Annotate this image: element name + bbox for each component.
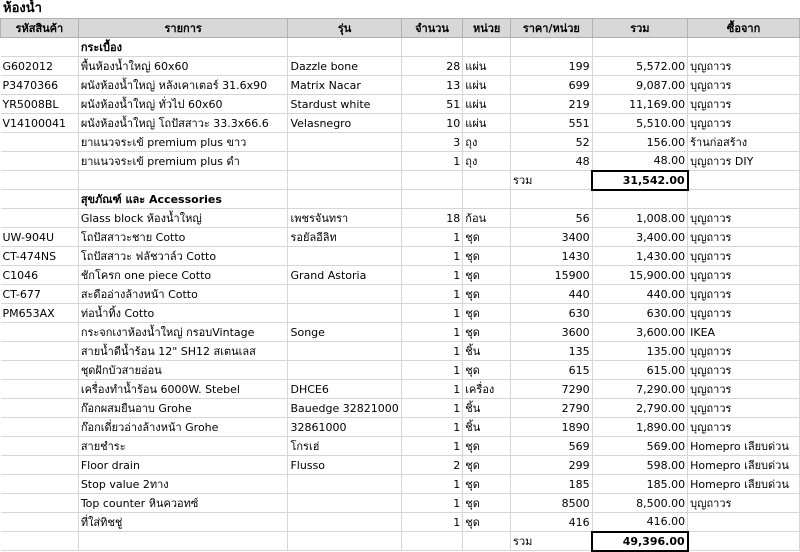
- cell-code[interactable]: [1, 399, 79, 418]
- cell-model[interactable]: Songe: [288, 323, 401, 342]
- cell-qty[interactable]: 1: [401, 304, 463, 323]
- cell-code[interactable]: UW-904U: [1, 228, 79, 247]
- cell-vendor[interactable]: Homepro เลียบด่วน: [688, 475, 800, 494]
- cell-model[interactable]: รอยัลอีลิท: [288, 228, 401, 247]
- cell-qty[interactable]: 51: [401, 95, 463, 114]
- column-header-model[interactable]: รุ่น: [288, 19, 401, 38]
- column-header-qty[interactable]: จำนวน: [401, 19, 463, 38]
- cell-item[interactable]: สายน้ำดีน้ำร้อน 12" SH12 สเตนเลส: [78, 342, 288, 361]
- cell-unit[interactable]: ชุด: [463, 304, 511, 323]
- cell-item[interactable]: สุขภัณฑ์ และ Accessories: [78, 190, 288, 209]
- cell-price[interactable]: 299: [511, 456, 593, 475]
- cell-item[interactable]: ก๊อกเดี่ยวอ่างล้างหน้า Grohe: [78, 418, 288, 437]
- cell-code[interactable]: [1, 171, 79, 190]
- column-header-vendor[interactable]: ซื้อจาก: [688, 19, 800, 38]
- cell-model[interactable]: [288, 38, 401, 57]
- cell-vendor[interactable]: ร้านก่อสร้าง: [688, 133, 800, 152]
- cell-unit[interactable]: ชุด: [463, 513, 511, 532]
- cell-price[interactable]: 569: [511, 437, 593, 456]
- table-row: [1, 209, 800, 228]
- cell-code[interactable]: [1, 494, 79, 513]
- cell-model[interactable]: [288, 247, 401, 266]
- cell-amount[interactable]: 8,500.00: [592, 494, 687, 513]
- cell-price[interactable]: 1430: [511, 247, 593, 266]
- cell-model[interactable]: Flusso: [288, 456, 401, 475]
- cell-code[interactable]: G602012: [1, 57, 79, 76]
- cell-code[interactable]: [1, 418, 79, 437]
- cell-code[interactable]: [1, 513, 79, 532]
- cell-unit[interactable]: แผ่น: [463, 95, 511, 114]
- cell-item[interactable]: ชักโครก one piece Cotto: [78, 266, 288, 285]
- cell-unit[interactable]: ชุด: [463, 437, 511, 456]
- cell-code[interactable]: [1, 152, 79, 171]
- cell-code[interactable]: P3470366: [1, 76, 79, 95]
- table-row: [1, 76, 800, 95]
- cell-price[interactable]: 2790: [511, 399, 593, 418]
- cell-item[interactable]: โถปัสสาวะชาย Cotto: [78, 228, 288, 247]
- cell-price[interactable]: 1890: [511, 418, 593, 437]
- table-row: [1, 475, 800, 494]
- cell-vendor[interactable]: [688, 532, 800, 551]
- cell-vendor[interactable]: บุญถาวร: [688, 418, 800, 437]
- cell-item[interactable]: Glass block ห้องน้ำใหญ่: [78, 209, 288, 228]
- cell-model[interactable]: [288, 304, 401, 323]
- cell-item[interactable]: Stop value 2ทาง: [78, 475, 288, 494]
- cell-item[interactable]: ก๊อกผสมยืนอาบ Grohe: [78, 399, 288, 418]
- cell-item[interactable]: สายชำระ: [78, 437, 288, 456]
- cell-vendor[interactable]: บุญถาวร: [688, 95, 800, 114]
- cell-unit[interactable]: [463, 38, 511, 57]
- cell-model[interactable]: [288, 494, 401, 513]
- table-row: [1, 380, 800, 399]
- table-row: [1, 228, 800, 247]
- cell-amount[interactable]: 5,510.00: [592, 114, 687, 133]
- cell-unit[interactable]: ชิ้น: [463, 399, 511, 418]
- cell-item[interactable]: ผนังห้องน้ำใหญ่ ทั่วไป 60x60: [78, 95, 288, 114]
- cell-model[interactable]: [288, 532, 401, 551]
- column-header-price[interactable]: ราคา/หน่วย: [511, 19, 593, 38]
- table-row: [1, 494, 800, 513]
- cell-item[interactable]: โถปัสสาวะ ฟลัชวาล์ว Cotto: [78, 247, 288, 266]
- cell-vendor[interactable]: บุญถาวร: [688, 342, 800, 361]
- cell-vendor[interactable]: บุญถาวร: [688, 266, 800, 285]
- cell-amount[interactable]: [592, 38, 687, 57]
- cell-model[interactable]: [288, 152, 401, 171]
- cell-code[interactable]: [1, 190, 79, 209]
- cell-amount[interactable]: 156.00: [592, 133, 687, 152]
- table-row: [1, 323, 800, 342]
- cell-vendor[interactable]: [688, 171, 800, 190]
- cell-code[interactable]: PM653AX: [1, 304, 79, 323]
- cell-model[interactable]: Stardust white: [288, 95, 401, 114]
- cell-amount[interactable]: 49,396.00: [592, 532, 687, 551]
- cell-unit[interactable]: [463, 171, 511, 190]
- cell-vendor[interactable]: Homepro เลียบด่วน: [688, 456, 800, 475]
- cell-unit[interactable]: ชิ้น: [463, 342, 511, 361]
- cell-price[interactable]: รวม: [511, 532, 593, 551]
- cell-item[interactable]: ยาแนวจระเข้ premium plus ดำ: [78, 152, 288, 171]
- cell-vendor[interactable]: บุญถาวร: [688, 57, 800, 76]
- cell-unit[interactable]: ชุด: [463, 266, 511, 285]
- cell-code[interactable]: [1, 532, 79, 551]
- cell-amount[interactable]: 7,290.00: [592, 380, 687, 399]
- table-row: [1, 266, 800, 285]
- cell-price[interactable]: 48: [511, 152, 593, 171]
- cell-amount[interactable]: 31,542.00: [592, 171, 687, 190]
- cell-price[interactable]: 3600: [511, 323, 593, 342]
- table-row: [1, 57, 800, 76]
- cell-item[interactable]: Top counter หินควอทซ์: [78, 494, 288, 513]
- cell-amount[interactable]: [592, 190, 687, 209]
- cell-model[interactable]: [288, 361, 401, 380]
- cell-price[interactable]: 699: [511, 76, 593, 95]
- cell-unit[interactable]: แผ่น: [463, 76, 511, 95]
- cell-vendor[interactable]: บุญถาวร: [688, 209, 800, 228]
- cell-model[interactable]: [288, 171, 401, 190]
- cell-item[interactable]: ยาแนวจระเข้ premium plus ขาว: [78, 133, 288, 152]
- cell-unit[interactable]: ชุด: [463, 228, 511, 247]
- cell-vendor[interactable]: บุญถาวร: [688, 285, 800, 304]
- cell-vendor[interactable]: บุญถาวร: [688, 494, 800, 513]
- cell-code[interactable]: [1, 209, 79, 228]
- cell-price[interactable]: 8500: [511, 494, 593, 513]
- cell-model[interactable]: เพชรจันทรา: [288, 209, 401, 228]
- cell-unit[interactable]: แผ่น: [463, 114, 511, 133]
- table-row: [1, 114, 800, 133]
- header-row: [1, 19, 800, 38]
- cell-amount[interactable]: 1,008.00: [592, 209, 687, 228]
- cell-amount[interactable]: 9,087.00: [592, 76, 687, 95]
- cell-unit[interactable]: ชุด: [463, 456, 511, 475]
- cell-item[interactable]: [78, 532, 288, 551]
- cell-amount[interactable]: 598.00: [592, 456, 687, 475]
- cell-model[interactable]: Grand Astoria: [288, 266, 401, 285]
- table-row: [1, 342, 800, 361]
- cell-item[interactable]: เครื่องทำน้ำร้อน 6000W. Stebel: [78, 380, 288, 399]
- cell-amount[interactable]: 5,572.00: [592, 57, 687, 76]
- cell-vendor[interactable]: บุญถาวร: [688, 399, 800, 418]
- cell-item[interactable]: [78, 171, 288, 190]
- cell-vendor[interactable]: บุญถาวร: [688, 76, 800, 95]
- cell-amount[interactable]: 2,790.00: [592, 399, 687, 418]
- cell-qty[interactable]: [401, 190, 463, 209]
- cell-unit[interactable]: ชุด: [463, 361, 511, 380]
- cell-model[interactable]: Dazzle bone: [288, 57, 401, 76]
- cell-price[interactable]: 416: [511, 513, 593, 532]
- cell-vendor[interactable]: บุญถาวร: [688, 114, 800, 133]
- cell-qty[interactable]: 1: [401, 247, 463, 266]
- table-row: [1, 361, 800, 380]
- cell-unit[interactable]: ชุด: [463, 285, 511, 304]
- cell-qty[interactable]: 3: [401, 133, 463, 152]
- cell-vendor[interactable]: [688, 190, 800, 209]
- cell-qty[interactable]: 10: [401, 114, 463, 133]
- cell-code[interactable]: [1, 342, 79, 361]
- table-row: [1, 304, 800, 323]
- cell-vendor[interactable]: บุญถาวร: [688, 380, 800, 399]
- cell-unit[interactable]: [463, 190, 511, 209]
- cell-model[interactable]: Bauedge 32821000: [288, 399, 401, 418]
- cell-vendor[interactable]: บุญถาวร: [688, 247, 800, 266]
- cell-amount[interactable]: 569.00: [592, 437, 687, 456]
- cell-qty[interactable]: 1: [401, 437, 463, 456]
- cell-vendor[interactable]: บุญถาวร: [688, 228, 800, 247]
- cell-code[interactable]: [1, 456, 79, 475]
- table-row: [1, 399, 800, 418]
- table-row: [1, 133, 800, 152]
- cell-price[interactable]: 615: [511, 361, 593, 380]
- cell-item[interactable]: ผนังห้องน้ำใหญ่ โถปัสสาวะ 33.3x66.6: [78, 114, 288, 133]
- cell-qty[interactable]: 1: [401, 285, 463, 304]
- cell-model[interactable]: [288, 342, 401, 361]
- table-row: [1, 456, 800, 475]
- cell-unit[interactable]: เครื่อง: [463, 380, 511, 399]
- table-row: [1, 285, 800, 304]
- cell-item[interactable]: กระเบื้อง: [78, 38, 288, 57]
- cell-unit[interactable]: ถุง: [463, 152, 511, 171]
- cell-code[interactable]: [1, 361, 79, 380]
- cell-item[interactable]: พื้นห้องน้ำใหญ่ 60x60: [78, 57, 288, 76]
- cell-qty[interactable]: 1: [401, 228, 463, 247]
- cell-model[interactable]: [288, 475, 401, 494]
- cell-model[interactable]: Matrix Nacar: [288, 76, 401, 95]
- cell-qty[interactable]: 1: [401, 361, 463, 380]
- cell-unit[interactable]: [463, 532, 511, 551]
- cell-code[interactable]: [1, 380, 79, 399]
- cell-code[interactable]: C1046: [1, 266, 79, 285]
- cell-price[interactable]: [511, 38, 593, 57]
- cell-unit[interactable]: ชุด: [463, 323, 511, 342]
- cell-qty[interactable]: 2: [401, 456, 463, 475]
- cell-code[interactable]: [1, 38, 79, 57]
- cell-price[interactable]: [511, 190, 593, 209]
- table-row: [1, 437, 800, 456]
- cell-qty[interactable]: 18: [401, 209, 463, 228]
- cell-qty[interactable]: 13: [401, 76, 463, 95]
- cell-qty[interactable]: 1: [401, 418, 463, 437]
- cell-amount[interactable]: 15,900.00: [592, 266, 687, 285]
- cell-item[interactable]: ชุดฝักบัวสายอ่อน: [78, 361, 288, 380]
- cell-amount[interactable]: 440.00: [592, 285, 687, 304]
- cell-amount[interactable]: 615.00: [592, 361, 687, 380]
- cell-code[interactable]: [1, 475, 79, 494]
- table-row: [1, 418, 800, 437]
- cell-vendor[interactable]: [688, 513, 800, 532]
- cell-code[interactable]: [1, 133, 79, 152]
- cell-qty[interactable]: 1: [401, 323, 463, 342]
- item-table: [0, 18, 800, 552]
- column-header-unit[interactable]: หน่วย: [463, 19, 511, 38]
- cell-price[interactable]: 52: [511, 133, 593, 152]
- subtotal-row: [1, 171, 800, 190]
- column-header-amount[interactable]: รวม: [592, 19, 687, 38]
- cell-price[interactable]: 185: [511, 475, 593, 494]
- cell-unit[interactable]: ก้อน: [463, 209, 511, 228]
- cell-code[interactable]: V14100041: [1, 114, 79, 133]
- cell-price[interactable]: 199: [511, 57, 593, 76]
- cell-code[interactable]: YR5008BL: [1, 95, 79, 114]
- cell-qty[interactable]: [401, 38, 463, 57]
- cell-item[interactable]: กระจกเงาห้องน้ำใหญ่ กรอบVintage: [78, 323, 288, 342]
- cell-price[interactable]: 135: [511, 342, 593, 361]
- cell-qty[interactable]: 1: [401, 380, 463, 399]
- cell-qty[interactable]: 1: [401, 266, 463, 285]
- sheet-title: ห้องน้ำ: [3, 1, 42, 16]
- cell-amount[interactable]: 48.00: [592, 152, 687, 171]
- cell-vendor[interactable]: [688, 38, 800, 57]
- table-row: [1, 152, 800, 171]
- column-header-code[interactable]: รหัสสินค้า: [1, 19, 79, 38]
- cell-code[interactable]: [1, 437, 79, 456]
- cell-item[interactable]: Floor drain: [78, 456, 288, 475]
- cell-price[interactable]: 440: [511, 285, 593, 304]
- cell-qty[interactable]: 1: [401, 152, 463, 171]
- cell-model[interactable]: [288, 285, 401, 304]
- cell-amount[interactable]: 11,169.00: [592, 95, 687, 114]
- cell-item[interactable]: ที่ใส่ทิชชู่: [78, 513, 288, 532]
- cell-item[interactable]: ท่อน้ำทิ้ง Cotto: [78, 304, 288, 323]
- cell-amount[interactable]: 3,400.00: [592, 228, 687, 247]
- cell-model[interactable]: 32861000: [288, 418, 401, 437]
- cell-unit[interactable]: ชิ้น: [463, 418, 511, 437]
- cell-model[interactable]: [288, 513, 401, 532]
- cell-unit[interactable]: ถุง: [463, 133, 511, 152]
- cell-unit[interactable]: ชุด: [463, 247, 511, 266]
- cell-amount[interactable]: 185.00: [592, 475, 687, 494]
- cell-qty[interactable]: 1: [401, 494, 463, 513]
- cell-price[interactable]: 7290: [511, 380, 593, 399]
- cell-amount[interactable]: 630.00: [592, 304, 687, 323]
- cell-code[interactable]: [1, 323, 79, 342]
- subtotal-row: [1, 532, 800, 551]
- cell-price[interactable]: รวม: [511, 171, 593, 190]
- cell-amount[interactable]: 135.00: [592, 342, 687, 361]
- cell-qty[interactable]: 1: [401, 342, 463, 361]
- cell-vendor[interactable]: บุญถาวร: [688, 361, 800, 380]
- section-row: [1, 38, 800, 57]
- cell-amount[interactable]: 1,890.00: [592, 418, 687, 437]
- cell-vendor[interactable]: IKEA: [688, 323, 800, 342]
- cell-model[interactable]: [288, 133, 401, 152]
- cell-unit[interactable]: ชุด: [463, 475, 511, 494]
- cell-qty[interactable]: 1: [401, 513, 463, 532]
- cell-unit[interactable]: แผ่น: [463, 57, 511, 76]
- cell-code[interactable]: CT-677: [1, 285, 79, 304]
- cell-qty[interactable]: [401, 532, 463, 551]
- cell-vendor[interactable]: Homepro เลียบด่วน: [688, 437, 800, 456]
- cell-model[interactable]: DHCE6: [288, 380, 401, 399]
- cell-price[interactable]: 219: [511, 95, 593, 114]
- cell-qty[interactable]: 1: [401, 399, 463, 418]
- cell-code[interactable]: CT-474NS: [1, 247, 79, 266]
- cell-model[interactable]: [288, 190, 401, 209]
- cell-item[interactable]: สะดืออ่างล้างหน้า Cotto: [78, 285, 288, 304]
- cell-amount[interactable]: 1,430.00: [592, 247, 687, 266]
- cell-model[interactable]: โกรเฮ่: [288, 437, 401, 456]
- cell-item[interactable]: ผนังห้องน้ำใหญ่ หลังเคาเตอร์ 31.6x90: [78, 76, 288, 95]
- cell-qty[interactable]: 1: [401, 475, 463, 494]
- cell-price[interactable]: 551: [511, 114, 593, 133]
- cell-vendor[interactable]: บุญถาวร DIY: [688, 152, 800, 171]
- table-row: [1, 513, 800, 532]
- cell-qty[interactable]: [401, 171, 463, 190]
- column-header-item[interactable]: รายการ: [78, 19, 288, 38]
- table-row: [1, 247, 800, 266]
- cell-amount[interactable]: 416.00: [592, 513, 687, 532]
- cell-qty[interactable]: 28: [401, 57, 463, 76]
- cell-price[interactable]: 630: [511, 304, 593, 323]
- cell-price[interactable]: 56: [511, 209, 593, 228]
- cell-amount[interactable]: 3,600.00: [592, 323, 687, 342]
- table-row: [1, 95, 800, 114]
- cell-price[interactable]: 15900: [511, 266, 593, 285]
- section-row: [1, 190, 800, 209]
- cell-model[interactable]: Velasnegro: [288, 114, 401, 133]
- cell-vendor[interactable]: บุญถาวร: [688, 304, 800, 323]
- cell-unit[interactable]: ชุด: [463, 494, 511, 513]
- cell-price[interactable]: 3400: [511, 228, 593, 247]
